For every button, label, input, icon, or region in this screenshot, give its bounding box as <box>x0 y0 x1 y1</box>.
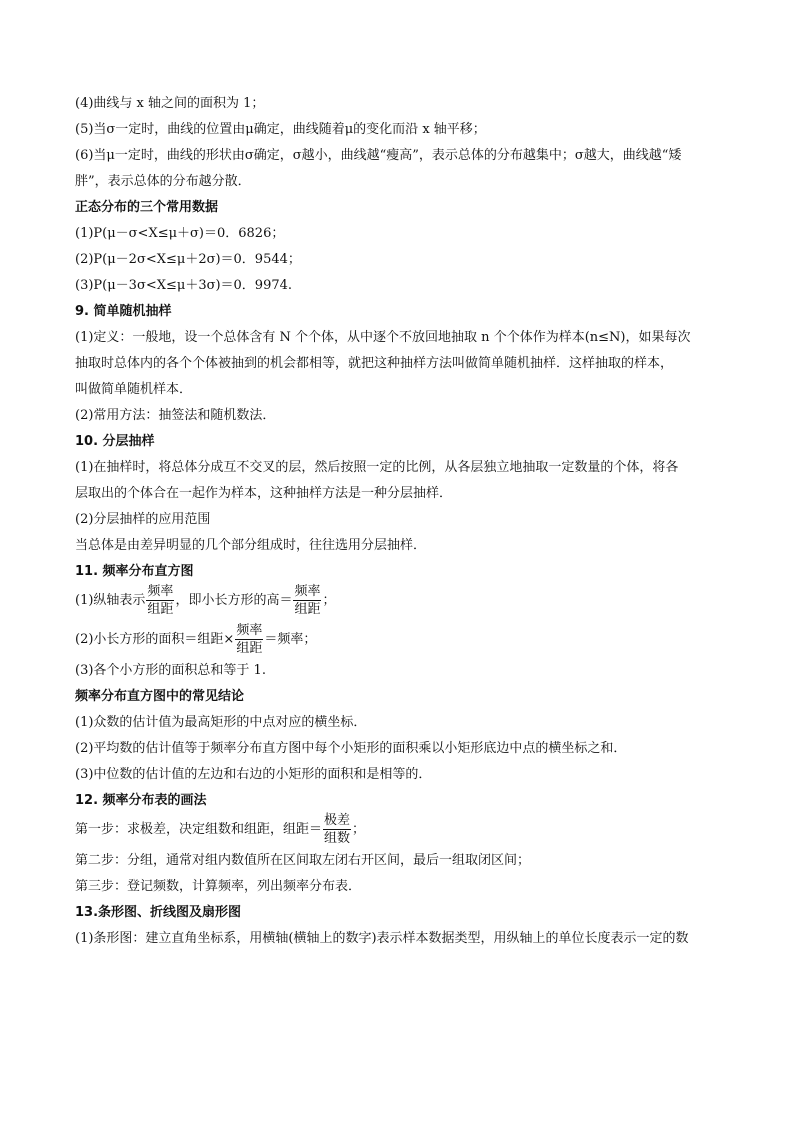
section-heading-13: 13.条形图、折线图及扇形图 <box>75 905 242 920</box>
text-line: 第二步：分组，通常对组内数值所在区间取左闭右开区间，最后一组取闭区间； <box>75 853 531 868</box>
fraction-denominator: 组距 <box>147 602 174 617</box>
normal-item: (3)P(μ－3σ<X≤μ＋3σ)＝0．9974. <box>75 278 293 293</box>
text-line: 抽取时总体内的各个个体被抽到的机会都相等，就把这种抽样方法叫做简单随机抽样．这样抽取的样本， <box>75 356 674 371</box>
text-line: 叫做简单随机样本． <box>75 382 193 397</box>
fraction <box>146 584 174 617</box>
text-line: (2)平均数的估计值等于频率分布直方图中每个小矩形的面积乘以小矩形底边中点的横坐标之和． <box>75 741 627 756</box>
fraction-denominator: 组数 <box>324 831 351 846</box>
text-line: (2)分层抽样的应用范围 <box>75 512 211 527</box>
fraction-denominator: 组距 <box>294 602 321 617</box>
section-heading-11: 11. 频率分布直方图 <box>75 564 194 579</box>
fraction-numerator: 频率 <box>236 623 263 638</box>
section-heading-12: 12. 频率分布表的画法 <box>75 793 207 808</box>
text-span: ，即小长方形的高＝ <box>175 593 293 608</box>
fraction <box>293 584 321 617</box>
text-line: (1)条形图：建立直角坐标系，用横轴(横轴上的数字)表示样本数据类型，用纵轴上的单位长度表示一定的数 <box>75 931 689 946</box>
formula-line <box>75 813 740 846</box>
section-heading-normal: 正态分布的三个常用数据 <box>75 200 219 215</box>
fraction <box>323 813 351 846</box>
document-page <box>75 95 740 947</box>
section-heading-9: 9. 简单随机抽样 <box>75 304 172 319</box>
formula-line <box>75 623 740 656</box>
text-span: ； <box>352 822 366 837</box>
text-line: 胖”，表示总体的分布越分散． <box>75 174 251 189</box>
text-line: (5)当σ一定时，曲线的位置由μ确定，曲线随着μ的变化而沿 x 轴平移； <box>75 122 486 137</box>
text-line: 第三步：登记频数，计算频率，列出频率分布表． <box>75 879 362 894</box>
text-span: ＝频率； <box>264 632 317 647</box>
normal-item: (1)P(μ－σ<X≤μ＋σ)＝0．6826； <box>75 226 285 241</box>
normal-item: (2)P(μ－2σ<X≤μ＋2σ)＝0．9544； <box>75 252 301 267</box>
formula-line <box>75 584 740 617</box>
text-line: (1)定义：一般地，设一个总体含有 N 个个体，从中逐个不放回地抽取 n 个个体作为样本(n≤N)，如果每次 <box>75 330 691 345</box>
fraction-numerator: 极差 <box>324 813 351 828</box>
fraction <box>235 623 263 656</box>
text-line: (3)中位数的估计值的左边和右边的小矩形的面积和是相等的． <box>75 767 432 782</box>
text-line: (3)各个小方形的面积总和等于 1. <box>75 663 266 678</box>
text-span: (1)纵轴表示 <box>75 593 146 608</box>
text-line: (4)曲线与 x 轴之间的面积为 1； <box>75 96 265 111</box>
fraction-numerator: 频率 <box>147 584 174 599</box>
text-span: 第一步：求极差，决定组数和组距，组距＝ <box>75 822 323 837</box>
text-line: (1)众数的估计值为最高矩形的中点对应的横坐标． <box>75 715 367 730</box>
text-line: (2)常用方法：抽签法和随机数法． <box>75 408 276 423</box>
section-heading-10: 10. 分层抽样 <box>75 434 155 449</box>
text-span: ； <box>322 593 336 608</box>
text-line: (6)当μ一定时，曲线的形状由σ确定，σ越小，曲线越“瘦高”，表示总体的分布越集中；σ越大，曲线越“矮 <box>75 148 682 163</box>
fraction-numerator: 频率 <box>294 584 321 599</box>
fraction-denominator: 组距 <box>236 641 263 656</box>
section-heading-conclusions: 频率分布直方图中的常见结论 <box>75 689 245 704</box>
text-span: (2)小长方形的面积＝组距× <box>75 632 235 647</box>
text-line: 层取出的个体合在一起作为样本，这种抽样方法是一种分层抽样． <box>75 486 453 501</box>
text-line: (1)在抽样时，将总体分成互不交叉的层，然后按照一定的比例，从各层独立地抽取一定数量的个体，将各 <box>75 460 679 475</box>
text-line: 当总体是由差异明显的几个部分组成时，往往选用分层抽样． <box>75 538 427 553</box>
